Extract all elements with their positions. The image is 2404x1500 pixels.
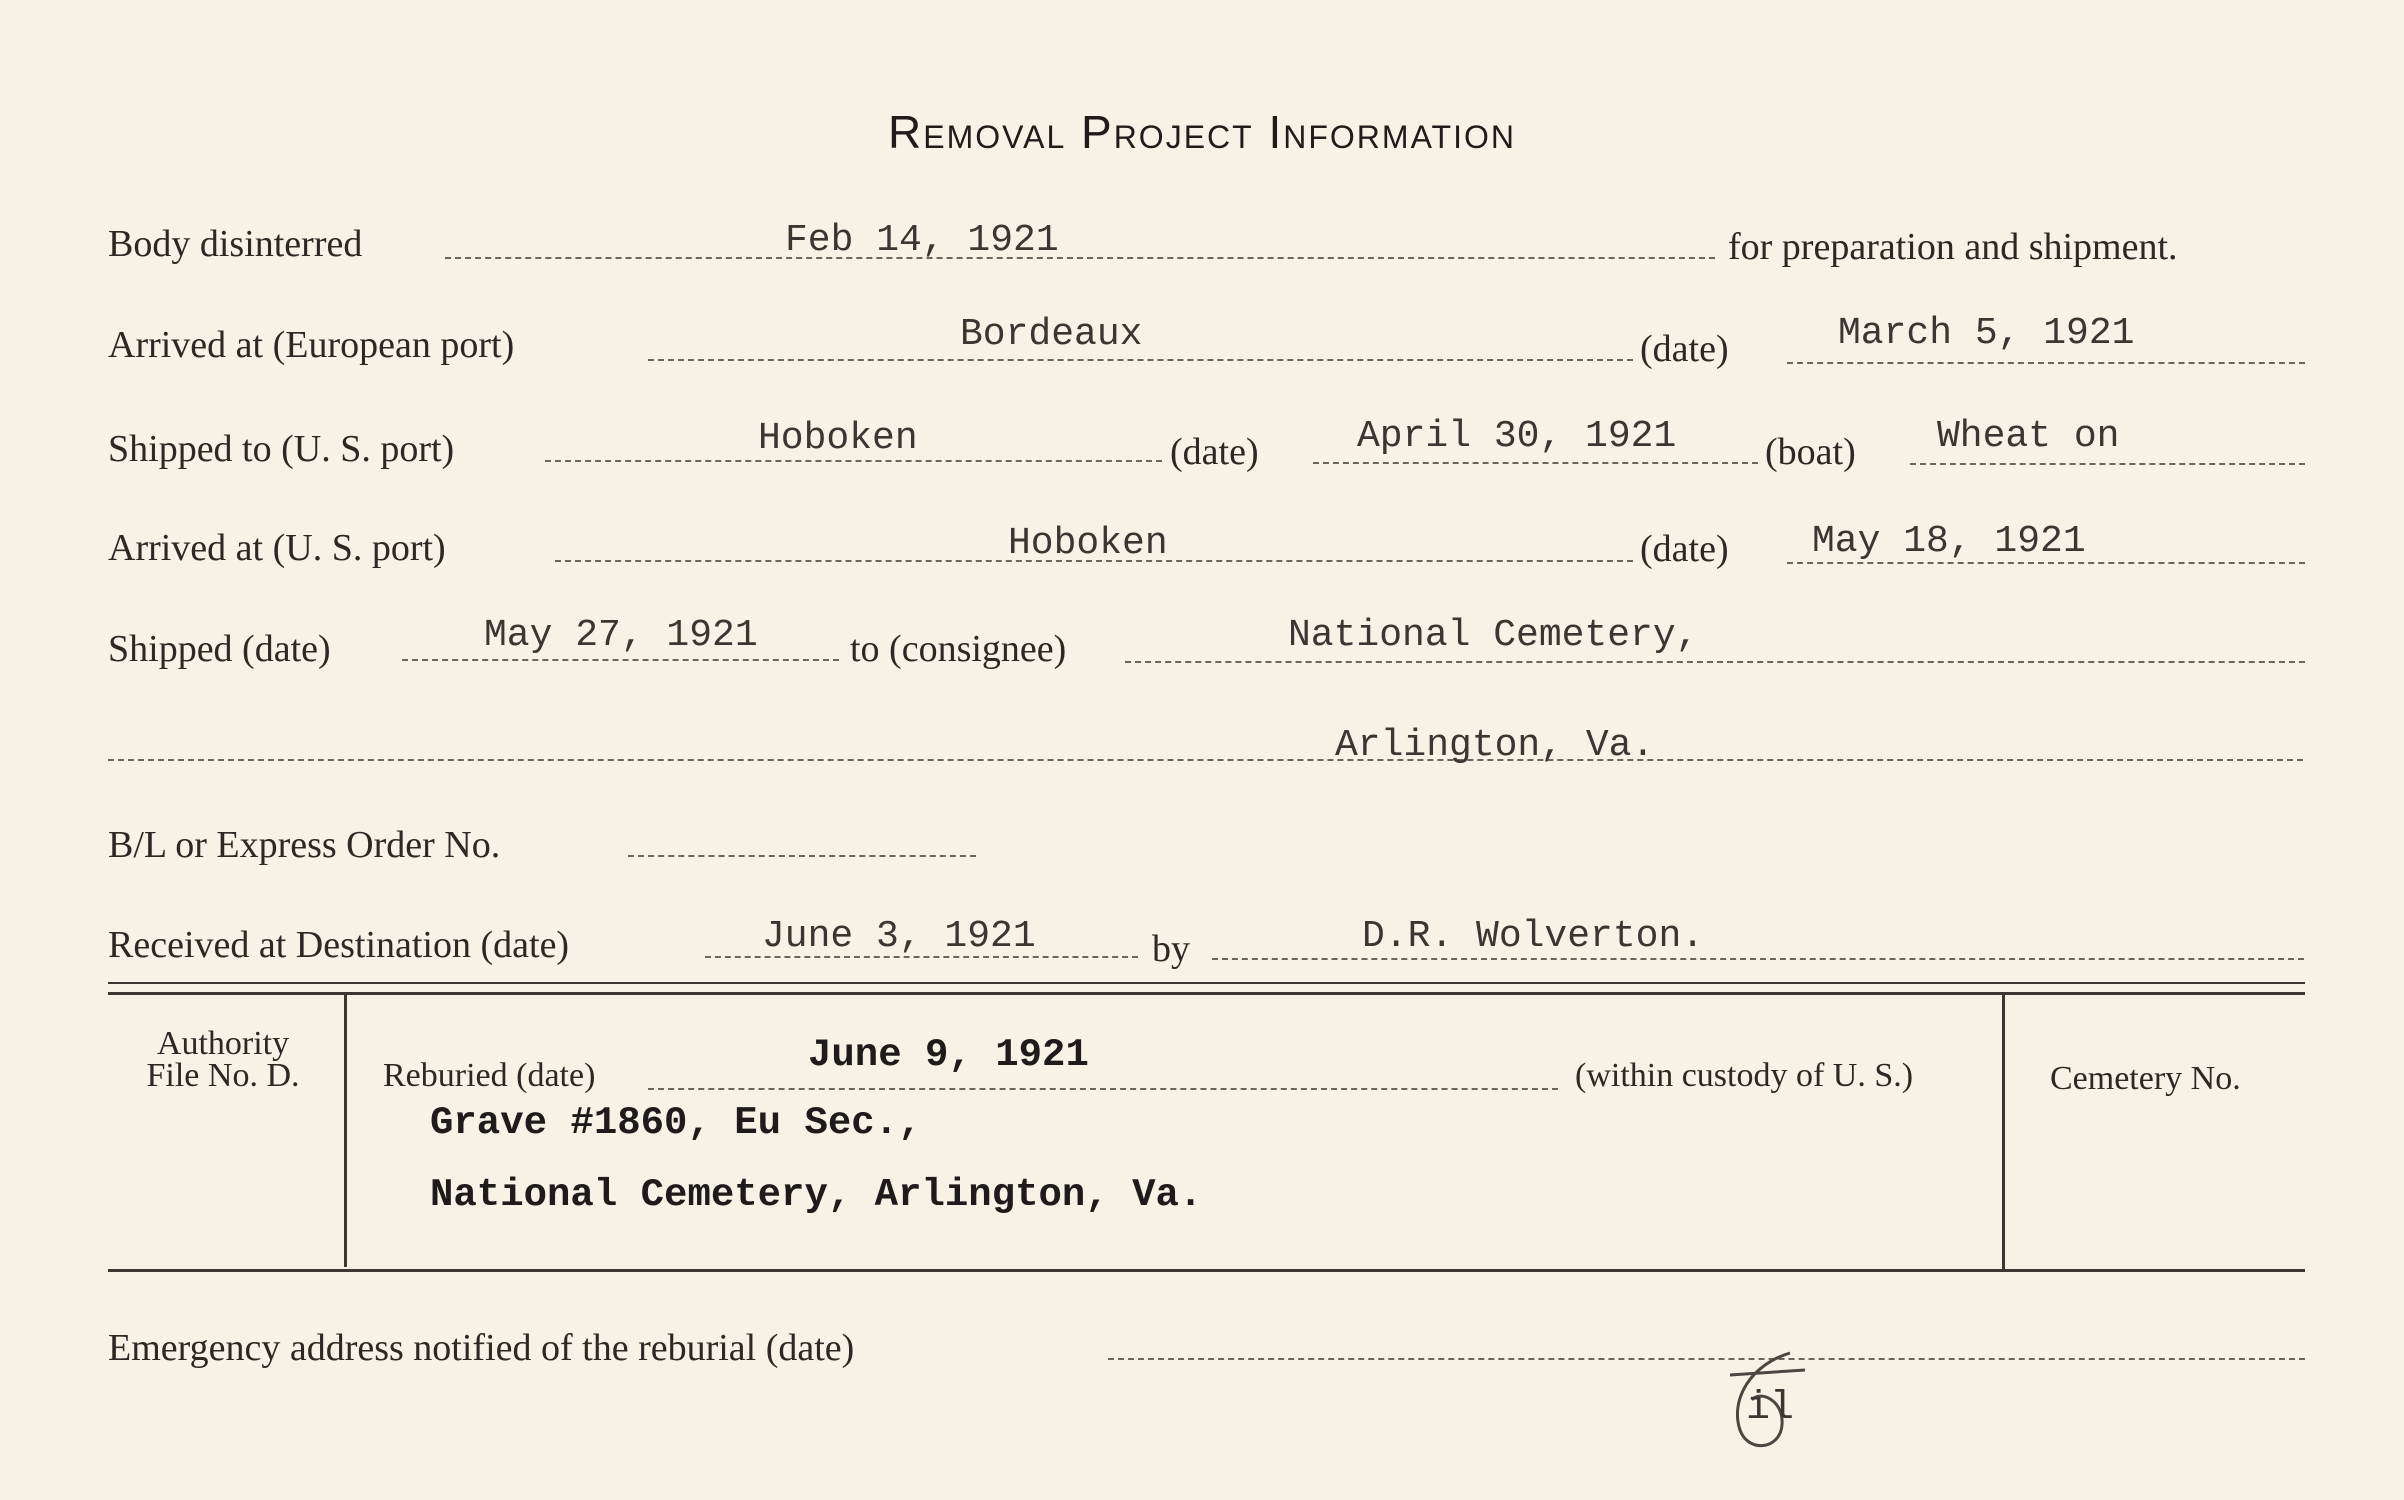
us-port-shipped: Hoboken [758, 417, 918, 460]
us-arrive-date-label: (date) [1640, 528, 1729, 570]
left-divider [344, 995, 347, 1267]
received-by-line [1212, 958, 2304, 960]
consignee-line [1125, 661, 2305, 663]
top-rule-1 [108, 982, 2305, 984]
us-ship-date-label: (date) [1170, 431, 1259, 473]
disinterred-date: Feb 14, 1921 [785, 219, 1059, 262]
consignee-line1: National Cemetery, [1288, 614, 1699, 657]
handwritten-mark [1710, 1345, 1820, 1465]
reburied-date: June 9, 1921 [808, 1033, 1089, 1077]
bl-number-line [628, 855, 976, 857]
arrived-us-port-label: Arrived at (U. S. port) [108, 527, 446, 569]
shipped-date: May 27, 1921 [484, 614, 758, 657]
reburied-date-line [648, 1088, 1558, 1090]
shipped-date-label: Shipped (date) [108, 628, 331, 670]
top-rule-2 [108, 992, 2305, 995]
arrived-european-label: Arrived at (European port) [108, 324, 515, 366]
right-divider [2002, 995, 2005, 1270]
for-preparation-label: for preparation and shipment. [1728, 226, 2178, 268]
us-port-shipped-line [545, 460, 1162, 462]
received-by: D.R. Wolverton. [1362, 915, 1705, 958]
us-ship-date: April 30, 1921 [1357, 415, 1677, 458]
emergency-label: Emergency address notified of the reburial (date) [108, 1327, 855, 1369]
us-arrive-date: May 18, 1921 [1812, 520, 2086, 563]
european-date-label: (date) [1640, 328, 1729, 370]
consignee-continuation-line [108, 759, 2303, 761]
handwritten-mark-text: il [1746, 1386, 1795, 1431]
received-destination-label: Received at Destination (date) [108, 924, 570, 966]
authority-label: Authority [156, 1025, 290, 1062]
bl-express-label: B/L or Express Order No. [108, 824, 501, 866]
disinterred-line [445, 257, 1715, 259]
body-disinterred-label: Body disinterred [108, 223, 363, 265]
received-by-label: by [1152, 928, 1190, 970]
european-date: March 5, 1921 [1838, 312, 2135, 355]
boat-name: Wheat on [1937, 415, 2120, 458]
grave-line2: National Cemetery, Arlington, Va. [430, 1173, 1203, 1217]
grave-line1: Grave #1860, Eu Sec., [430, 1101, 922, 1145]
within-custody-label: (within custody of U. S.) [1575, 1057, 1914, 1094]
european-port: Bordeaux [960, 313, 1143, 356]
boat-label: (boat) [1765, 431, 1856, 473]
emergency-date-line [1108, 1358, 2305, 1360]
shipped-date-line [402, 659, 839, 661]
shipped-us-port-label: Shipped to (U. S. port) [108, 428, 455, 470]
us-port-arrived: Hoboken [1008, 522, 1168, 565]
us-ship-date-line [1313, 462, 1758, 464]
reburied-label: Reburied (date) [383, 1057, 596, 1094]
cemetery-no-label: Cemetery No. [2050, 1060, 2241, 1097]
consignee-label: to (consignee) [850, 628, 1067, 670]
bottom-rule [108, 1269, 2305, 1272]
boat-line [1910, 463, 2305, 465]
european-port-line [648, 359, 1633, 361]
file-no-label: File No. D. [146, 1057, 300, 1094]
european-date-line [1787, 362, 2305, 364]
card-title: Removal Project Information [888, 106, 1516, 158]
received-date: June 3, 1921 [762, 915, 1036, 958]
consignee-line2: Arlington, Va. [1335, 724, 1655, 767]
